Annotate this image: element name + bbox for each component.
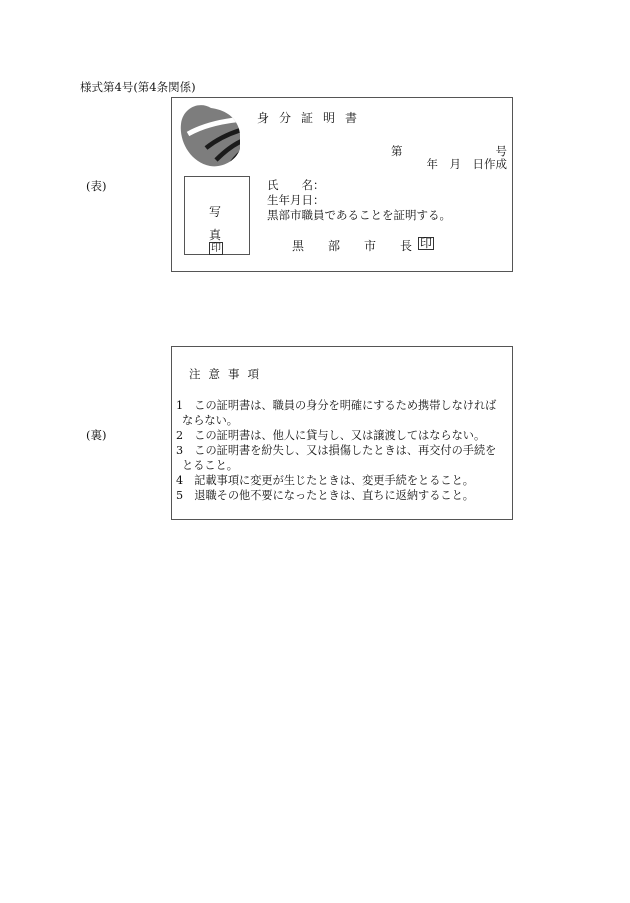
photo-stamp-seal: 印 [211, 243, 221, 254]
notes-title: 注意事項 [189, 367, 267, 381]
photo-char: 真 [209, 228, 222, 242]
mayor-seal: 印 [420, 236, 433, 250]
note-item: 5 退職その他不要になったときは、直ちに返納すること。 [176, 489, 474, 502]
city-emblem-icon [178, 104, 244, 168]
id-card-front [171, 97, 513, 272]
card-number-prefix: 第 [391, 144, 403, 158]
birthdate-field-label: 生年月日： [267, 193, 325, 207]
card-title: 身分証明書 [257, 111, 368, 125]
photo-box [184, 176, 250, 255]
note-item: 1 この証明書は、職員の身分を明確にするため携帯しなければ [176, 399, 497, 412]
note-item: 4 記載事項に変更が生じたときは、変更手続をとること。 [176, 474, 474, 487]
card-number-suffix: 号 [495, 144, 507, 158]
front-side-label: (表) [86, 179, 107, 193]
issue-date-line: 年 月 日作成 [426, 157, 507, 171]
form-number-label: 様式第4号(第4条関係) [80, 80, 196, 94]
back-side-label: (裏) [86, 428, 107, 442]
note-item: 3 この証明書を紛失し、又は損傷したときは、再交付の手続を [176, 444, 497, 457]
certification-statement: 黒部市職員であることを証明する。 [267, 208, 451, 222]
name-field-label: 氏 名： [267, 178, 325, 192]
id-card-back [171, 346, 513, 520]
note-item: とること。 [182, 459, 238, 472]
note-item: 2 この証明書は、他人に貸与し、又は譲渡してはならない。 [176, 429, 486, 442]
photo-char: 写 [209, 205, 222, 219]
note-item: ならない。 [182, 414, 238, 427]
mayor-title: 黒 部 市 長 [292, 239, 413, 253]
